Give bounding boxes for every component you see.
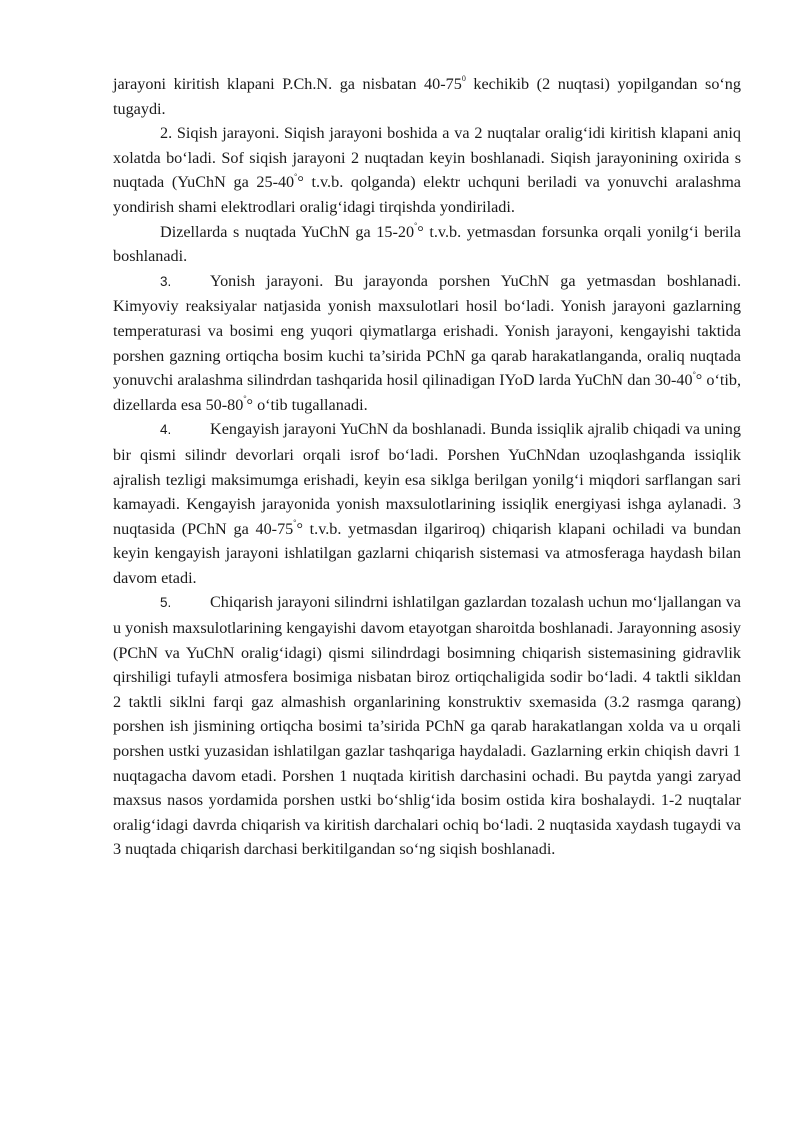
superscript: 0	[461, 73, 466, 83]
paragraph-p5	[113, 590, 741, 862]
paragraph-p3	[113, 269, 741, 418]
text-run: ° t.v.b. qolganda) elektr uchquni beriladi va yonuvchi aralashma yondirish shami elektrodlari oralig‘idagi tirqishda yondiriladi.	[113, 173, 741, 216]
superscript: °	[243, 394, 247, 404]
paragraph-p2	[113, 220, 741, 269]
paragraph-number: 5.	[160, 595, 172, 611]
superscript: °	[294, 171, 298, 181]
paragraph-p1	[113, 121, 741, 219]
paragraph-p0	[113, 72, 741, 121]
superscript: °	[293, 518, 297, 528]
superscript: °	[692, 369, 696, 379]
superscript: °	[414, 221, 418, 231]
paragraph-number: 4.	[160, 422, 172, 438]
text-run: ° t.v.b. yetmasdan forsunka orqali yonilg‘i berila boshlanadi.	[113, 222, 741, 266]
text-run: ° o‘tib tugallanadi.	[246, 395, 368, 414]
text-run: Dizellarda s nuqtada YuChN ga 15-20	[160, 222, 415, 241]
document-page	[113, 72, 741, 862]
text-run: kechikib (2 nuqtasi) yopilgandan so‘ng tugaydi.	[113, 75, 741, 118]
text-run: ° o‘tib, dizellarda esa 50-80	[113, 371, 742, 414]
text-run: Yonish jarayoni. Bu jarayonda porshen YuChN ga yetmasdan boshlanadi. Kimyoviy reaksiyalar natjasida yonish maxsulotlari hosil bo‘ladi. Yonish jarayoni gazlarning temperaturasi va bosimi eng yuqori qiymatlarga erishadi. Yonish jarayoni, kengayishi taktida porshen gazning ortiqcha bosim kuchi ta’sirida PChN ga qarab harakatlanganda, oraliq nuqtada yonuvchi aralashma silindrdan tashqarida hosil qilinadigan IYoD larda YuChN dan 30-40	[113, 271, 741, 390]
text-run: ° t.v.b. yetmasdan ilgariroq) chiqarish klapani ochiladi va bundan keyin kengayish jarayoni ishlatilgan gazlarni chiqarish sistemasi va atmosferaga haydash bilan davom etadi.	[113, 519, 741, 587]
text-run: 2. Siqish jarayoni. Siqish jarayoni boshida a va 2 nuqtalar oralig‘idi kiritish klapani aniq xolatda bo‘ladi. Sof siqish jarayoni 2 nuqtadan keyin boshlanadi. Siqish jarayonining oxirida s nuqtada (YuChN ga 25-40	[113, 124, 741, 192]
paragraph-number: 3.	[160, 273, 172, 289]
text-run: Kengayish jarayoni YuChN da boshlanadi. Bunda issiqlik ajralib chiqadi va uning bir qismi silindr devorlari orqali isrof bo‘ladi. Porshen YuChNdan uzoqlashganda issiqlik ajralish tezligi maksimumga erishadi, keyin esa siklga berilgan yonilg‘i miqdori sarflangan sari kamayadi. Kengayish jarayonida yonish maxsulotlarining issiqlik energiyasi ishga aylanadi. 3 nuqtasida (PChN ga 40-75	[113, 420, 741, 538]
text-run: Chiqarish jarayoni silindrni ishlatilgan gazlardan tozalash uchun mo‘ljallangan va u yonish maxsulotlarining kengayishi davom etayotgan sharoitda boshlanadi. Jarayonning asosiy (PChN va YuChN oralig‘idagi) qismi silindrdagi bosimning chiqarish sistemasining gidravlik qirshiligi tufayli atmosfera bosimiga nisbatan biroz ortiqchaligida sodir bo‘ladi. 4 taktli sikldan 2 taktli siklni farqi gaz almashish organlarining konstruktiv sxemasida (3.2 rasmga qarang) porshen ish jismining ortiqcha bosimi ta’sirida PChN ga qarab harakatlangan xolda va u orqali porshen ustki yuzasidan ishlatilgan gazlar tashqariga haydaladi. Gazlarning erkin chiqish davri 1 nuqtagacha davom etadi. Porshen 1 nuqtada kiritish darchasini ochadi. Bu paytda yangi zaryad maxsus nasos yordamida porshen ustki bo‘shlig‘ida bosim ostida kira boshalaydi. 1-2 nuqtalar oralig‘idagi davrda chiqarish va kiritish darchalari ochiq bo‘ladi. 2 nuqtasida xaydash tugaydi va 3 nuqtada chiqarish darchasi berkitilgandan so‘ng siqish boshlanadi.	[113, 593, 741, 859]
paragraph-p4	[113, 417, 741, 590]
text-run: jarayoni kiritish klapani P.Ch.N. ga nisbatan 40-75	[113, 75, 462, 93]
